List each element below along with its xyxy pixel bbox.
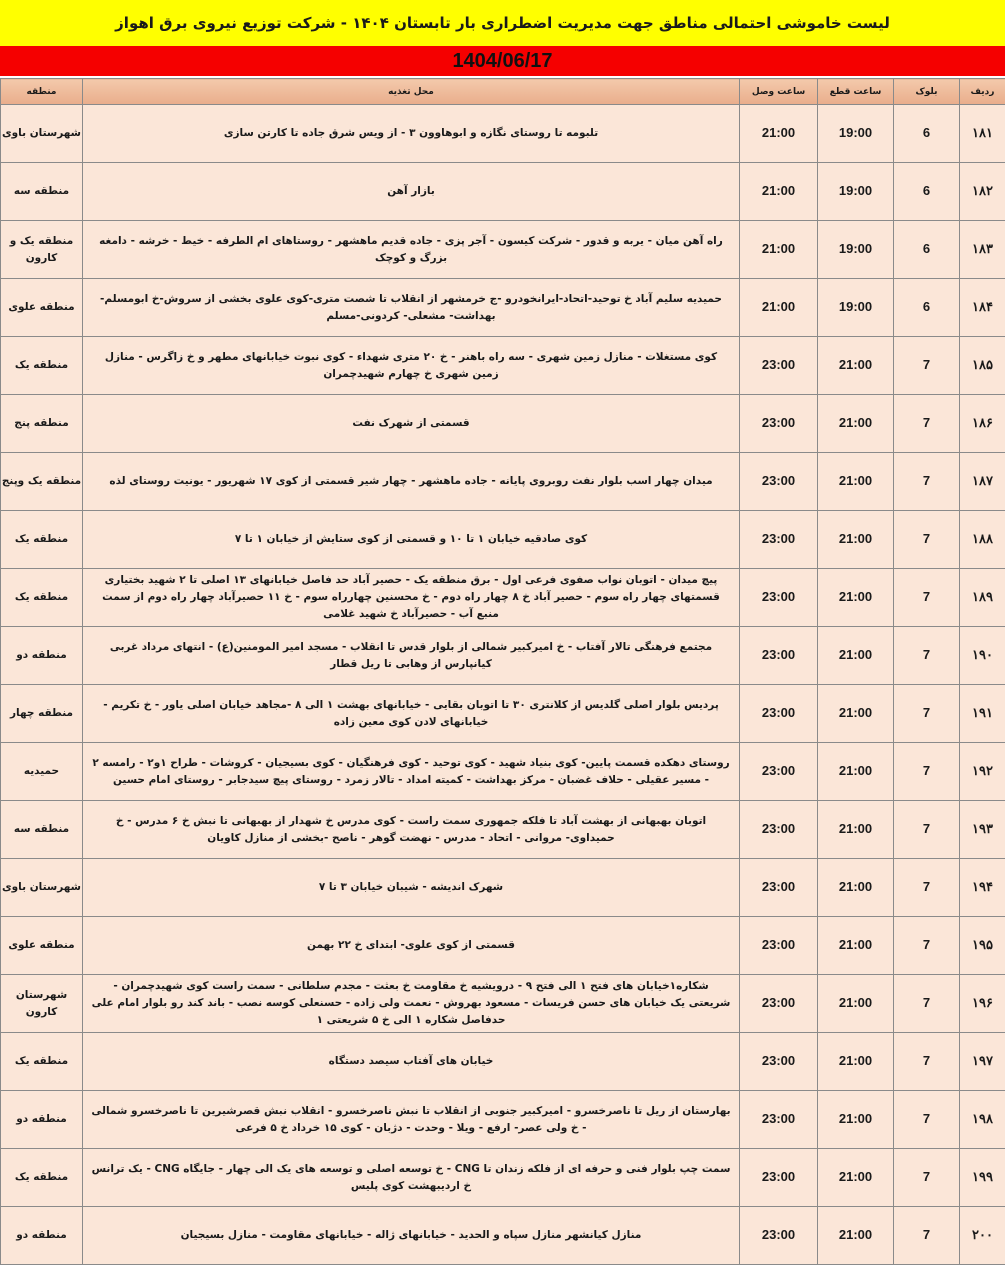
header-location: محل تغذیه [83,79,740,105]
cell-location: بهارستان از ریل تا ناصرخسرو - امیرکبیر جنوبی از انقلاب تا نبش ناصرخسرو - انقلاب نبش قصرشیرین تا ناصرخسرو شمالی - خ ولی عصر- ارفع - ویلا - وحدت - دژبان - کوی ۱۵ خرداد خ ۵ فرعی [83,1091,740,1149]
cell-region: منطقه پنج [1,395,83,453]
table-row [1,627,1005,685]
table-row [1,453,1005,511]
cell-location: قسمتی از شهرک نفت [83,395,740,453]
cell-location: منازل کیانشهر منازل سپاه و الحدید - خیابانهای ژاله - خیابانهای مقاومت - منازل بسیجیان [83,1207,740,1265]
cell-region: منطقه سه [1,163,83,221]
cell-region: منطقه یک و کارون [1,221,83,279]
cell-cut-time: 21:00 [818,859,894,917]
header-block: بلوک [894,79,960,105]
cell-block: 7 [894,1091,960,1149]
cell-cut-time: 19:00 [818,221,894,279]
cell-block: 7 [894,975,960,1033]
cell-block: 7 [894,1207,960,1265]
cell-connect-time: 23:00 [740,1033,818,1091]
table-row [1,105,1005,163]
cell-row-no: ۱۹۷ [960,1033,1005,1091]
cell-connect-time: 23:00 [740,859,818,917]
outage-table [0,78,1005,1265]
cell-region: منطقه یک [1,569,83,627]
cell-cut-time: 21:00 [818,627,894,685]
cell-cut-time: 21:00 [818,975,894,1033]
cell-region: منطقه دو [1,1091,83,1149]
cell-row-no: ۱۹۹ [960,1149,1005,1207]
header-cut-time: ساعت قطع [818,79,894,105]
cell-location: بازار آهن [83,163,740,221]
page-title [0,0,1005,46]
cell-cut-time: 21:00 [818,685,894,743]
cell-connect-time: 23:00 [740,453,818,511]
cell-cut-time: 21:00 [818,1207,894,1265]
cell-block: 7 [894,685,960,743]
cell-block: 7 [894,453,960,511]
cell-location: مجتمع فرهنگی تالار آفتاب - خ امیرکبیر شمالی از بلوار قدس تا انقلاب - مسجد امیر المومنین(ع) - انتهای مرداد غربی کیانپارس از وهابی تا ریل قطار [83,627,740,685]
cell-block: 7 [894,511,960,569]
cell-region: منطقه علوی [1,917,83,975]
cell-region: منطقه یک [1,337,83,395]
cell-cut-time: 21:00 [818,743,894,801]
cell-row-no: ۱۸۶ [960,395,1005,453]
cell-connect-time: 21:00 [740,105,818,163]
cell-row-no: ۱۹۱ [960,685,1005,743]
cell-region: منطقه چهار [1,685,83,743]
table-row [1,337,1005,395]
date-banner [0,46,1005,76]
title-text: لیست خاموشی احتمالی مناطق جهت مدیریت اضطراری بار تابستان ۱۴۰۴ - شرکت توزیع نیروی برق اهواز [115,14,890,32]
cell-region: شهرستان باوی [1,105,83,163]
cell-location: راه آهن میان - یربه و قدور - شرکت کیسون - آجر پزی - جاده قدیم ماهشهر - روستاهای ام الطرفه - خیط - خرشه - دامغه بزرگ و کوچک [83,221,740,279]
cell-cut-time: 21:00 [818,337,894,395]
cell-location: پردیس بلوار اصلی گلدیس از کلانتری ۳۰ تا اتوبان بقایی - خیابانهای بهشت ۱ الی ۸ -مجاهد خیابان اصلی یاور - خ تکریم - خیابانهای لادن کوی معین زاده [83,685,740,743]
cell-region: منطقه یک وپنج [1,453,83,511]
table-row [1,1207,1005,1265]
header-connect-time: ساعت وصل [740,79,818,105]
cell-row-no: ۱۸۲ [960,163,1005,221]
cell-location: سمت چپ بلوار فنی و حرفه ای از فلکه زندان تا CNG - خ توسعه اصلی و توسعه های یک الی چهار - جایگاه CNG - یک ترانس خ اردیبهشت کوی پلیس [83,1149,740,1207]
cell-location: شهرک اندیشه - شیبان خیابان ۳ تا ۷ [83,859,740,917]
cell-connect-time: 23:00 [740,569,818,627]
cell-region: منطقه دو [1,627,83,685]
cell-cut-time: 19:00 [818,279,894,337]
cell-row-no: ۱۹۵ [960,917,1005,975]
cell-cut-time: 21:00 [818,395,894,453]
cell-block: 6 [894,279,960,337]
table-row [1,221,1005,279]
table-row [1,279,1005,337]
cell-row-no: ۱۹۰ [960,627,1005,685]
cell-connect-time: 23:00 [740,627,818,685]
outage-table-container [0,78,1005,1268]
cell-connect-time: 23:00 [740,1207,818,1265]
cell-block: 7 [894,801,960,859]
cell-connect-time: 23:00 [740,511,818,569]
header-region: منطقه [1,79,83,105]
cell-region: منطقه علوی [1,279,83,337]
cell-cut-time: 19:00 [818,163,894,221]
cell-block: 7 [894,395,960,453]
cell-block: 7 [894,627,960,685]
cell-block: 7 [894,1149,960,1207]
cell-connect-time: 23:00 [740,917,818,975]
cell-block: 7 [894,859,960,917]
cell-row-no: ۱۸۵ [960,337,1005,395]
cell-location: کوی مستغلات - منازل زمین شهری - سه راه باهنر - خ ۲۰ متری شهداء - کوی نبوت خیابانهای مطهر و خ زاگرس - منازل زمین شهری خ چهارم شهیدچمران [83,337,740,395]
cell-connect-time: 21:00 [740,221,818,279]
date-text: 1404/06/17 [452,49,553,72]
cell-connect-time: 23:00 [740,975,818,1033]
cell-location: حمیدیه سلیم آباد خ توحید-اتحاد-ایرانخودرو -ج خرمشهر از انقلاب تا شصت متری-کوی علوی بخشی از سروش-خ ابومسلم- بهداشت- مشعلی- کردونی-مسلم [83,279,740,337]
cell-block: 7 [894,337,960,395]
cell-region: منطقه یک [1,1033,83,1091]
cell-block: 7 [894,569,960,627]
cell-location: روستای دهکده قسمت پایین- کوی بنیاد شهید - کوی توحید - کوی فرهنگیان - کوی بسیجیان - کروشات - طراح ۱و۲ - رامسه ۲ - مسیر عقیلی - حلاف غضبان - مرکز بهداشت - کمیته امداد - تالار زمرد - روستای پیچ سیدجابر - روستای امام حسین [83,743,740,801]
table-row [1,1033,1005,1091]
cell-location: پیچ میدان - اتوبان نواب صفوی فرعی اول - برق منطقه یک - حصیر آباد حد فاصل خیابانهای ۱۳ اصلی تا ۲ شهید بختیاری قسمتهای چهار راه سوم - حصیر آباد خ ۸ چهار راه دوم - خ محسنین چهارراه سوم - خ ۱۱ حصیرآباد چهار راه دوم از سمت منبع آب - حصیرآباد خ شهید غلامی [83,569,740,627]
table-row [1,975,1005,1033]
cell-row-no: ۲۰۰ [960,1207,1005,1265]
cell-row-no: ۱۸۸ [960,511,1005,569]
table-row [1,1091,1005,1149]
cell-region: منطقه سه [1,801,83,859]
cell-region: منطقه دو [1,1207,83,1265]
cell-block: 7 [894,743,960,801]
cell-connect-time: 23:00 [740,1091,818,1149]
cell-region: حمیدیه [1,743,83,801]
cell-cut-time: 21:00 [818,917,894,975]
cell-location: خیابان های آفتاب سیصد دستگاه [83,1033,740,1091]
cell-connect-time: 21:00 [740,279,818,337]
table-row [1,685,1005,743]
cell-block: 7 [894,1033,960,1091]
table-row [1,163,1005,221]
cell-connect-time: 23:00 [740,801,818,859]
table-header-row [1,79,1005,105]
table-row [1,511,1005,569]
cell-region: شهرستان کارون [1,975,83,1033]
cell-connect-time: 23:00 [740,1149,818,1207]
cell-region: منطقه یک [1,511,83,569]
cell-block: 7 [894,917,960,975]
cell-cut-time: 21:00 [818,1149,894,1207]
cell-connect-time: 23:00 [740,337,818,395]
cell-cut-time: 19:00 [818,105,894,163]
cell-location: میدان چهار اسب بلوار نفت روبروی پایانه - جاده ماهشهر - چهار شیر قسمتی از کوی ۱۷ شهریور - یونیت روستای لذه [83,453,740,511]
cell-location: اتوبان بهبهانی از بهشت آباد تا فلکه جمهوری سمت راست - کوی مدرس خ شهدار از بهبهانی تا نبش خ ۶ مدرس - خ حمیداوی- مروانی - اتحاد - مدرس - نهضت گوهر - ناصح -بخشی از منازل کاویان [83,801,740,859]
table-body [1,105,1005,1265]
table-row [1,917,1005,975]
cell-cut-time: 21:00 [818,1091,894,1149]
cell-location: کوی صادقیه خیابان ۱ تا ۱۰ و قسمتی از کوی ستایش از خیابان ۱ تا ۷ [83,511,740,569]
cell-cut-time: 21:00 [818,801,894,859]
cell-row-no: ۱۸۳ [960,221,1005,279]
cell-row-no: ۱۹۲ [960,743,1005,801]
cell-location: تلبومه تا روستای نگازه و ابوهاوون ۳ - از ویس شرق جاده تا کارتن سازی [83,105,740,163]
cell-connect-time: 21:00 [740,163,818,221]
table-row [1,569,1005,627]
cell-connect-time: 23:00 [740,743,818,801]
cell-cut-time: 21:00 [818,569,894,627]
header-row-no: ردیف [960,79,1005,105]
cell-connect-time: 23:00 [740,395,818,453]
table-row [1,859,1005,917]
cell-block: 6 [894,163,960,221]
cell-cut-time: 21:00 [818,453,894,511]
table-row [1,743,1005,801]
cell-region: منطقه یک [1,1149,83,1207]
cell-cut-time: 21:00 [818,1033,894,1091]
cell-cut-time: 21:00 [818,511,894,569]
cell-block: 6 [894,105,960,163]
cell-row-no: ۱۹۴ [960,859,1005,917]
table-row [1,1149,1005,1207]
table-row [1,395,1005,453]
cell-row-no: ۱۸۷ [960,453,1005,511]
cell-row-no: ۱۹۸ [960,1091,1005,1149]
cell-row-no: ۱۸۹ [960,569,1005,627]
cell-region: شهرستان باوی [1,859,83,917]
cell-connect-time: 23:00 [740,685,818,743]
table-row [1,801,1005,859]
cell-location: قسمتی از کوی علوی- ابتدای خ ۲۲ بهمن [83,917,740,975]
cell-row-no: ۱۸۱ [960,105,1005,163]
cell-row-no: ۱۸۴ [960,279,1005,337]
cell-row-no: ۱۹۶ [960,975,1005,1033]
cell-block: 6 [894,221,960,279]
cell-location: شکاره۱خیابان های فتح ۱ الی فتح ۹ - درویشیه خ مقاومت خ بعثت - مجدم سلطانی - سمت راست کوی شهیدچمران - شریعتی یک خیابان های حسن فریسات - مسعود بهروش - نعمت ولی زاده - حسنعلی کوسه نصب - باند کند رو بلوار امام علی حدفاصل شکاره ۱ الی خ ۵ شریعتی ۱ [83,975,740,1033]
cell-row-no: ۱۹۳ [960,801,1005,859]
